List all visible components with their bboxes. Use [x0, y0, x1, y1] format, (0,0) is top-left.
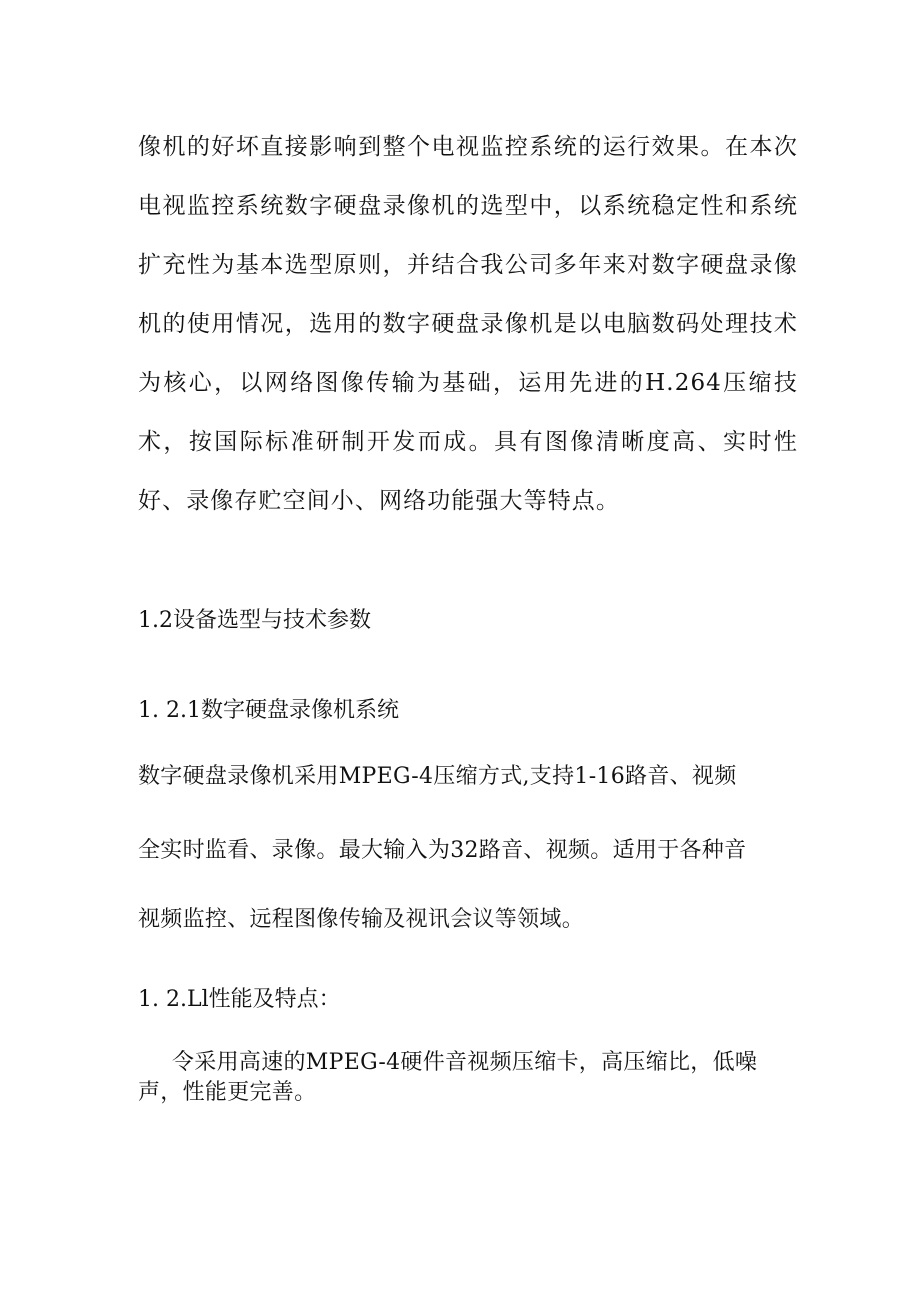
feature-list-item: 令采用高速的MPEG-4硬件音视频压缩卡，高压缩比，低噪声，性能更完善。 [138, 1050, 758, 1105]
dvr-description-line: 全实时监看、录像。最大输入为32路音、视频。适用于各种音 [138, 838, 747, 863]
section-heading-1-2-1: 1. 2.1数字硬盘录像机系统 [138, 698, 399, 723]
intro-paragraph: 像机的好坏直接影响到整个电视监控系统的运行效果。在本次电视监控系统数字硬盘录像机的选型中，以系统稳定性和系统扩充性为基本选型原则，并结合我公司多年来对数字硬盘录像机的使用情况，选用的数字硬盘录像机是以电脑数码处理技术为核心，以网络图像传输为基础，运用先进的H.264压缩技术，按国际标准研制开发而成。具有图像清晰度高、实时性好、录像存贮空间小、网络功能强大等特点。 [138, 134, 798, 514]
section-heading-1-2-1-1: 1. 2.Ll性能及特点： [138, 987, 341, 1012]
section-heading-1-2: 1.2设备选型与技术参数 [138, 608, 371, 633]
dvr-description-line: 数字硬盘录像机采用MPEG-4压缩方式,支持1-16路音、视频 [138, 764, 737, 789]
dvr-description-line: 视频监控、远程图像传输及视讯会议等领域。 [138, 907, 585, 932]
